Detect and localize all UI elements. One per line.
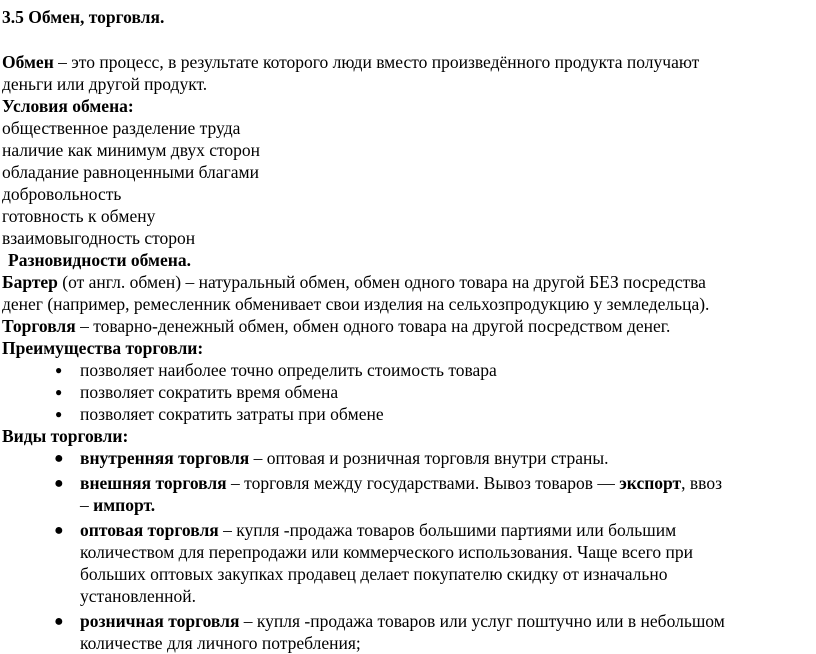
list-item: готовность к обмену <box>2 206 156 226</box>
advantages-list <box>2 359 816 425</box>
bullet-icon: ● <box>54 450 64 467</box>
types-title: Виды торговли: <box>2 426 129 446</box>
list-item: добровольность <box>2 184 122 204</box>
list-item: ● позволяет наиболее точно определить стоимость товара <box>55 360 497 380</box>
list-item: ● позволяет сократить затраты при обмене <box>55 404 384 424</box>
list-item: ● розничная торговля – купля -продажа товаров или услуг поштучно или в небольшом количестве для личного потребления; <box>54 611 725 653</box>
barter-definition: Бартер (от англ. обмен) – натуральный обмен, обмен одного товара на другой БЕЗ посредства <box>2 272 706 292</box>
conditions-title: Условия обмена: <box>2 96 134 116</box>
section-heading: 3.5 Обмен, торговля. <box>2 7 165 27</box>
kinds-title: Разновидности обмена. <box>8 250 191 270</box>
list-item: ● оптовая торговля – купля -продажа товаров большими партиями или большим количеством для перепродажи или коммерческого использования. Чаще всего при больших оптовых закупках продавец делает покупателю скидку от изначально установленной. <box>54 520 693 606</box>
bullet-icon: ● <box>55 407 63 421</box>
bullet-icon: ● <box>55 385 63 399</box>
conditions-list <box>2 117 816 249</box>
bullet-icon: ● <box>54 522 64 539</box>
exchange-definition: Обмен – это процесс, в результате которого люди вместо произведённого продукта получают <box>2 52 700 72</box>
bullet-icon: ● <box>54 613 64 630</box>
document-page: 3.5 Обмен, торговля. Обмен – это процесс, в результате которого люди вместо произведённого продукта получают деньги или другой продукт. Условия обмена: общественное разделение труда наличие как минимум двух сторон обладание равноценными благами добровольность готовность к обмену взаимовыгодность сторон Разновидности обмена. Бартер (от англ. обмен) – натуральный обмен, обмен одного товара на другой БЕЗ посредства денег (например, ремесленник обменивает свои изделия на сельхозпродукцию у земледельца). Торговля – товарно-денежный обмен, обмен одного товара на другой посредством денег. Преимущества торговли: ● позволяет наиболее точно определить стоимость товара ● позволяет сократить время обмена ● позволяет сократить затраты при обмене Виды торговли: ● внутренняя торговля – оптовая и розничная торговля внутри страны. ● внешняя торговля – торговля между государствами. Вывоз товаров — экспорт, ввоз – импорт. ● оптовая торговля – купля -продажа товаров большими партиями или большим количеством для перепродажи или коммерческого использования. Чаще всего при больших оптовых закупках продавец делает покупателю скидку от изначально установленной. ● розничная торговля – купля -продажа товаров или услуг поштучно или в небольшом количестве для личного потребления; <box>0 0 816 641</box>
list-item: ● внутренняя торговля – оптовая и розничная торговля внутри страны. <box>54 448 609 468</box>
list-item: ● позволяет сократить время обмена <box>55 382 339 402</box>
exchange-term: Обмен <box>2 52 54 72</box>
bullet-icon: ● <box>55 363 63 377</box>
trade-definition: Торговля – товарно-денежный обмен, обмен одного товара на другой посредством денег. <box>2 316 671 336</box>
bullet-icon: ● <box>54 475 64 492</box>
advantages-title: Преимущества торговли: <box>2 338 204 358</box>
list-item: взаимовыгодность сторон <box>2 228 196 248</box>
list-item: общественное разделение труда <box>2 118 241 138</box>
types-list <box>2 447 816 654</box>
list-item: ● внешняя торговля – торговля между государствами. Вывоз товаров — экспорт, ввоз – импорт. <box>54 473 722 515</box>
list-item: наличие как минимум двух сторон <box>2 140 261 160</box>
list-item: обладание равноценными благами <box>2 162 259 182</box>
